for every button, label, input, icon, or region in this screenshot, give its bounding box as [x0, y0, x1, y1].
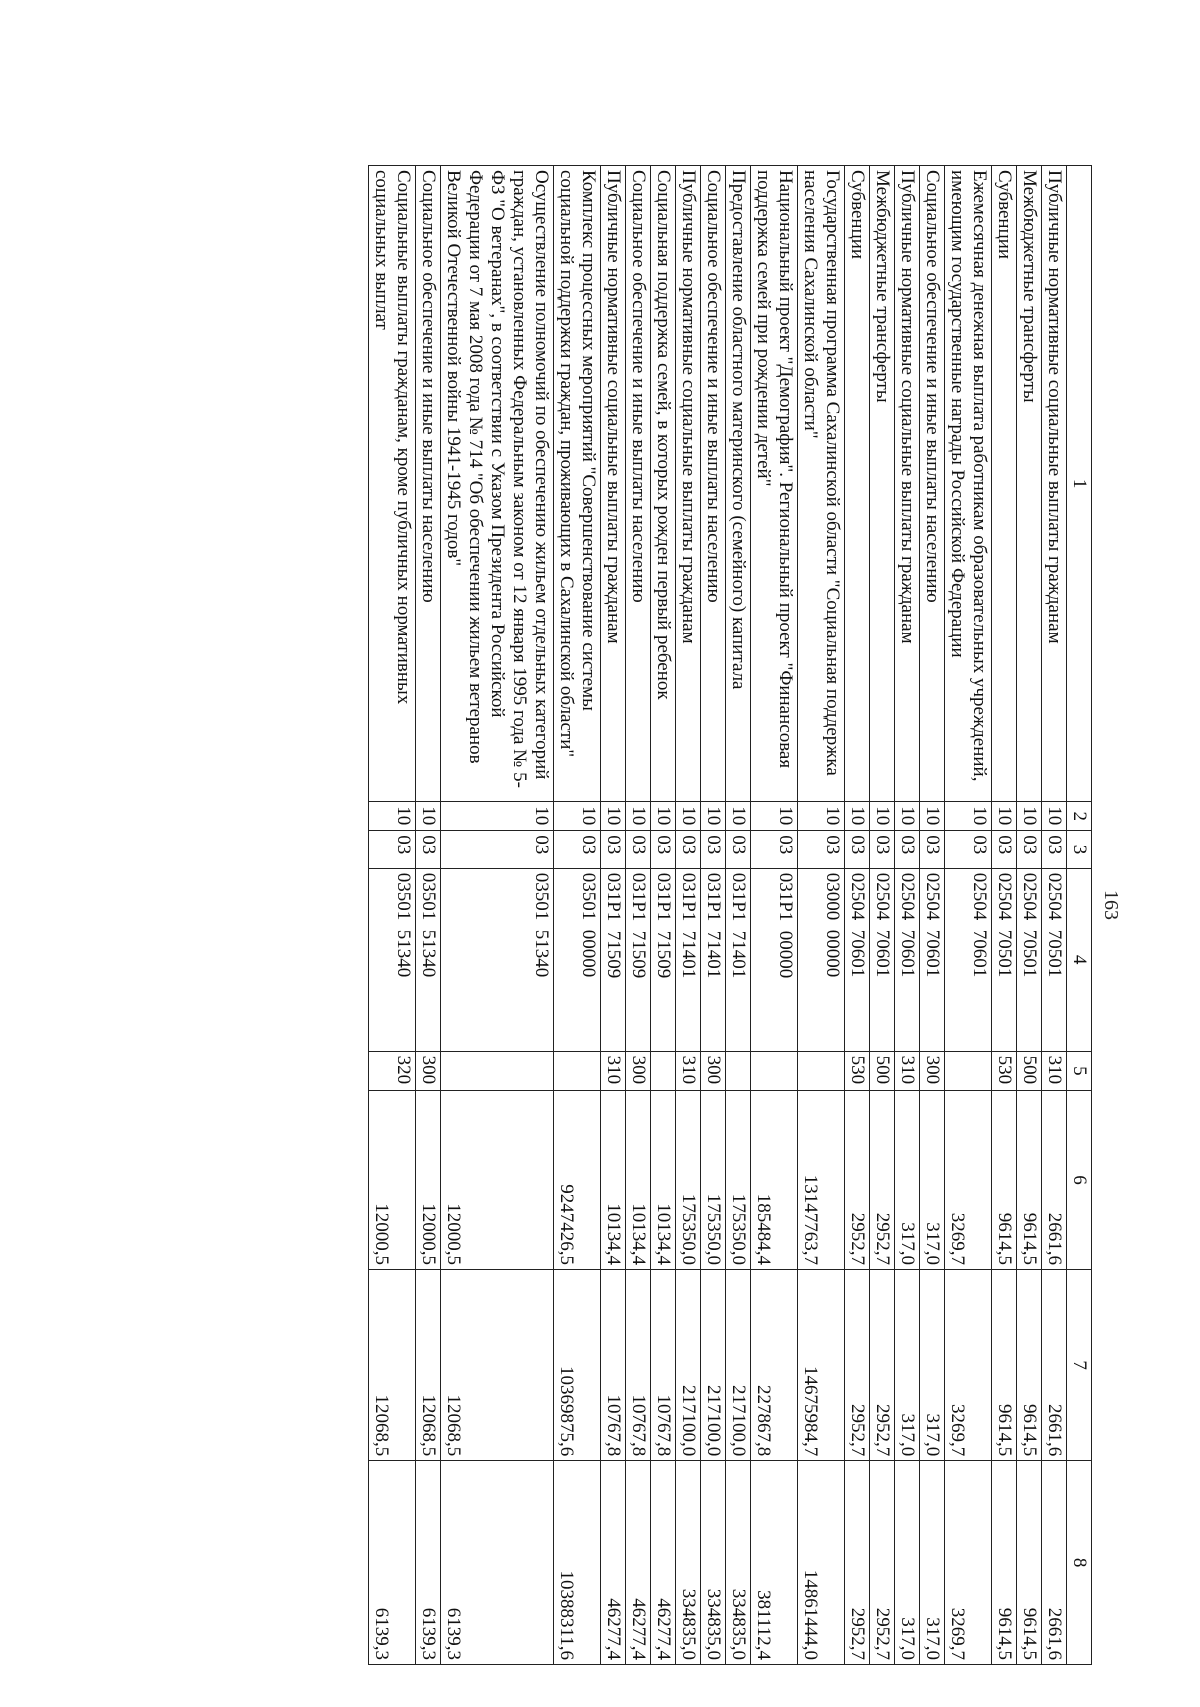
row-name-cell: Комплекс процессных мероприятий "Совершенствование системы социальной поддержки граждан, проживающих в Сахалинской области"	[554, 166, 601, 802]
target-article-cell: 02504 70601	[920, 868, 945, 1051]
row-name-cell: Социальные выплаты гражданам, кроме публичных нормативных социальных выплат	[369, 166, 416, 802]
target-article-cell: 02504 70501	[1042, 868, 1067, 1051]
expense-type-cell: 500	[1017, 1051, 1042, 1091]
table-row	[895, 166, 920, 1665]
amount-year3-cell: 334835,0	[676, 1461, 701, 1665]
subsection-code-cell: 03	[554, 831, 601, 868]
amount-year2-cell: 227867,8	[751, 1269, 798, 1460]
amount-year2-cell: 14675984,7	[798, 1269, 845, 1460]
amount-year1-cell: 10134,4	[626, 1091, 651, 1270]
amount-year3-cell: 317,0	[895, 1461, 920, 1665]
expense-type-cell	[726, 1051, 751, 1091]
amount-year2-cell: 2661,6	[1042, 1269, 1067, 1460]
expense-type-cell: 300	[920, 1051, 945, 1091]
section-code-cell: 10	[1042, 802, 1067, 831]
section-code-cell: 10	[651, 802, 676, 831]
amount-year2-cell: 2952,7	[845, 1269, 870, 1460]
amount-year1-cell: 175350,0	[701, 1091, 726, 1270]
target-article-cell: 02504 70601	[845, 868, 870, 1051]
amount-year2-cell: 10767,8	[626, 1269, 651, 1460]
table-row	[369, 166, 416, 1665]
subsection-code-cell: 03	[945, 831, 992, 868]
table-row	[676, 166, 701, 1665]
table-header-row	[1067, 166, 1092, 1665]
amount-year3-cell: 3269,7	[945, 1461, 992, 1665]
row-name-cell: Национальный проект "Демография". Региональный проект "Финансовая поддержка семей при рождении детей"	[751, 166, 798, 802]
subsection-code-cell: 03	[870, 831, 895, 868]
amount-year2-cell: 10369875,6	[554, 1269, 601, 1460]
table-row	[441, 166, 554, 1665]
row-name-cell: Публичные нормативные социальные выплаты гражданам	[676, 166, 701, 802]
table-row	[726, 166, 751, 1665]
row-name-cell: Публичные нормативные социальные выплаты гражданам	[895, 166, 920, 802]
target-article-cell: 02504 70601	[895, 868, 920, 1051]
row-name-cell: Социальное обеспечение и иные выплаты населению	[416, 166, 441, 802]
target-article-cell: 031P1 71509	[626, 868, 651, 1051]
row-name-cell: Межбюджетные трансферты	[1017, 166, 1042, 802]
table-row	[1042, 166, 1067, 1665]
target-article-cell: 03501 51340	[441, 868, 554, 1051]
expense-type-cell	[751, 1051, 798, 1091]
header-cell: 4	[1067, 868, 1092, 1051]
subsection-code-cell: 03	[626, 831, 651, 868]
table-row	[992, 166, 1017, 1665]
row-name-cell: Социальное обеспечение и иные выплаты населению	[701, 166, 726, 802]
amount-year1-cell: 13147763,7	[798, 1091, 845, 1270]
subsection-code-cell: 03	[895, 831, 920, 868]
amount-year3-cell: 14861444,0	[798, 1461, 845, 1665]
section-code-cell: 10	[870, 802, 895, 831]
amount-year1-cell: 9247426,5	[554, 1091, 601, 1270]
row-name-cell: Межбюджетные трансферты	[870, 166, 895, 802]
expense-type-cell: 310	[601, 1051, 626, 1091]
target-article-cell: 03000 00000	[798, 868, 845, 1051]
amount-year1-cell: 12000,5	[416, 1091, 441, 1270]
table-row	[701, 166, 726, 1665]
amount-year1-cell: 10134,4	[651, 1091, 676, 1270]
header-cell: 7	[1067, 1269, 1092, 1460]
section-code-cell: 10	[676, 802, 701, 831]
target-article-cell: 031P1 71401	[726, 868, 751, 1051]
expense-type-cell: 320	[369, 1051, 416, 1091]
amount-year1-cell: 9614,5	[1017, 1091, 1042, 1270]
row-name-cell: Публичные нормативные социальные выплаты гражданам	[601, 166, 626, 802]
amount-year2-cell: 10767,8	[601, 1269, 626, 1460]
row-name-cell: Осуществление полномочий по обеспечению жильем отдельных категорий граждан, установленных Федеральным законом от 12 января 1995 года № 5-ФЗ "О ветеранах", в соответствии с Указом Президента Российской Федерации от 7 мая 2008 года № 714 "Об обеспечении жильем ветеранов Великой Отечественной войны 1941-1945 годов"	[441, 166, 554, 802]
page-number: 163	[1100, 890, 1122, 920]
amount-year3-cell: 9614,5	[1017, 1461, 1042, 1665]
amount-year3-cell: 46277,4	[601, 1461, 626, 1665]
section-code-cell: 10	[726, 802, 751, 831]
expense-type-cell	[441, 1051, 554, 1091]
header-cell: 2	[1067, 802, 1092, 831]
amount-year1-cell: 3269,7	[945, 1091, 992, 1270]
amount-year2-cell: 10767,8	[651, 1269, 676, 1460]
expense-type-cell: 300	[701, 1051, 726, 1091]
amount-year1-cell: 175350,0	[726, 1091, 751, 1270]
section-code-cell: 10	[895, 802, 920, 831]
expense-type-cell	[554, 1051, 601, 1091]
expense-type-cell: 310	[1042, 1051, 1067, 1091]
amount-year3-cell: 46277,4	[626, 1461, 651, 1665]
table-row	[945, 166, 992, 1665]
subsection-code-cell: 03	[601, 831, 626, 868]
expense-type-cell	[945, 1051, 992, 1091]
amount-year1-cell: 2952,7	[870, 1091, 895, 1270]
table-row	[626, 166, 651, 1665]
section-code-cell: 10	[992, 802, 1017, 831]
table-row	[870, 166, 895, 1665]
amount-year1-cell: 12000,5	[369, 1091, 416, 1270]
subsection-code-cell: 03	[726, 831, 751, 868]
amount-year2-cell: 317,0	[895, 1269, 920, 1460]
section-code-cell: 10	[441, 802, 554, 831]
table-row	[601, 166, 626, 1665]
expense-type-cell	[651, 1051, 676, 1091]
amount-year2-cell: 217100,0	[701, 1269, 726, 1460]
amount-year1-cell: 2661,6	[1042, 1091, 1067, 1270]
target-article-cell: 031P1 71509	[651, 868, 676, 1051]
amount-year1-cell: 2952,7	[845, 1091, 870, 1270]
expense-type-cell: 310	[676, 1051, 701, 1091]
amount-year1-cell: 317,0	[920, 1091, 945, 1270]
section-code-cell: 10	[416, 802, 441, 831]
header-cell: 8	[1067, 1461, 1092, 1665]
table-row	[920, 166, 945, 1665]
subsection-code-cell: 03	[920, 831, 945, 868]
amount-year1-cell: 317,0	[895, 1091, 920, 1270]
amount-year3-cell: 2952,7	[845, 1461, 870, 1665]
subsection-code-cell: 03	[798, 831, 845, 868]
subsection-code-cell: 03	[751, 831, 798, 868]
header-cell: 1	[1067, 166, 1092, 802]
table-row	[751, 166, 798, 1665]
row-name-cell: Субвенции	[845, 166, 870, 802]
target-article-cell: 03501 51340	[416, 868, 441, 1051]
expense-type-cell: 300	[416, 1051, 441, 1091]
subsection-code-cell: 03	[369, 831, 416, 868]
subsection-code-cell: 03	[416, 831, 441, 868]
expense-type-cell: 500	[870, 1051, 895, 1091]
target-article-cell: 03501 51340	[369, 868, 416, 1051]
amount-year3-cell: 6139,3	[369, 1461, 416, 1665]
table-row	[1017, 166, 1042, 1665]
section-code-cell: 10	[601, 802, 626, 831]
amount-year2-cell: 217100,0	[676, 1269, 701, 1460]
amount-year2-cell: 9614,5	[992, 1269, 1017, 1460]
amount-year2-cell: 3269,7	[945, 1269, 992, 1460]
amount-year2-cell: 2952,7	[870, 1269, 895, 1460]
row-name-cell: Социальная поддержка семей, в которых рожден первый ребенок	[651, 166, 676, 802]
amount-year2-cell: 12068,5	[416, 1269, 441, 1460]
section-code-cell: 10	[845, 802, 870, 831]
amount-year1-cell: 185484,4	[751, 1091, 798, 1270]
amount-year1-cell: 175350,0	[676, 1091, 701, 1270]
amount-year3-cell: 2952,7	[870, 1461, 895, 1665]
amount-year2-cell: 217100,0	[726, 1269, 751, 1460]
section-code-cell: 10	[920, 802, 945, 831]
target-article-cell: 02504 70601	[870, 868, 895, 1051]
table-row	[416, 166, 441, 1665]
section-code-cell: 10	[798, 802, 845, 831]
header-cell: 5	[1067, 1051, 1092, 1091]
amount-year3-cell: 46277,4	[651, 1461, 676, 1665]
target-article-cell: 03501 00000	[554, 868, 601, 1051]
section-code-cell: 10	[1017, 802, 1042, 831]
target-article-cell: 02504 70601	[945, 868, 992, 1051]
target-article-cell: 031P1 71401	[676, 868, 701, 1051]
amount-year3-cell: 317,0	[920, 1461, 945, 1665]
section-code-cell: 10	[626, 802, 651, 831]
amount-year1-cell: 10134,4	[601, 1091, 626, 1270]
target-article-cell: 031P1 00000	[751, 868, 798, 1051]
subsection-code-cell: 03	[676, 831, 701, 868]
section-code-cell: 10	[369, 802, 416, 831]
amount-year3-cell: 334835,0	[726, 1461, 751, 1665]
row-name-cell: Предоставление областного материнского (семейного) капитала	[726, 166, 751, 802]
table-row	[798, 166, 845, 1665]
expense-type-cell: 310	[895, 1051, 920, 1091]
subsection-code-cell: 03	[1042, 831, 1067, 868]
target-article-cell: 02504 70501	[1017, 868, 1042, 1051]
amount-year1-cell: 12000,5	[441, 1091, 554, 1270]
target-article-cell: 031P1 71401	[701, 868, 726, 1051]
amount-year3-cell: 6139,3	[416, 1461, 441, 1665]
section-code-cell: 10	[945, 802, 992, 831]
amount-year2-cell: 12068,5	[369, 1269, 416, 1460]
table-row	[554, 166, 601, 1665]
subsection-code-cell: 03	[701, 831, 726, 868]
amount-year2-cell: 317,0	[920, 1269, 945, 1460]
amount-year3-cell: 2661,6	[1042, 1461, 1067, 1665]
section-code-cell: 10	[701, 802, 726, 831]
section-code-cell: 10	[751, 802, 798, 831]
subsection-code-cell: 03	[845, 831, 870, 868]
row-name-cell: Государственная программа Сахалинской области "Социальная поддержка населения Сахалинской области"	[798, 166, 845, 802]
target-article-cell: 02504 70501	[992, 868, 1017, 1051]
amount-year2-cell: 9614,5	[1017, 1269, 1042, 1460]
budget-table	[368, 165, 1092, 1665]
subsection-code-cell: 03	[651, 831, 676, 868]
amount-year3-cell: 381112,4	[751, 1461, 798, 1665]
table-row	[845, 166, 870, 1665]
header-cell: 3	[1067, 831, 1092, 868]
expense-type-cell: 530	[845, 1051, 870, 1091]
amount-year2-cell: 12068,5	[441, 1269, 554, 1460]
table-wrapper	[368, 165, 1092, 1665]
row-name-cell: Социальное обеспечение и иные выплаты населению	[626, 166, 651, 802]
subsection-code-cell: 03	[1017, 831, 1042, 868]
subsection-code-cell: 03	[441, 831, 554, 868]
row-name-cell: Субвенции	[992, 166, 1017, 802]
expense-type-cell: 530	[992, 1051, 1017, 1091]
table-row	[651, 166, 676, 1665]
subsection-code-cell: 03	[992, 831, 1017, 868]
expense-type-cell: 300	[626, 1051, 651, 1091]
amount-year3-cell: 9614,5	[992, 1461, 1017, 1665]
amount-year3-cell: 10388311,6	[554, 1461, 601, 1665]
row-name-cell: Ежемесячная денежная выплата работникам образовательных учреждений, имеющим государственные награды Российской Федерации	[945, 166, 992, 802]
header-cell: 6	[1067, 1091, 1092, 1270]
amount-year3-cell: 334835,0	[701, 1461, 726, 1665]
expense-type-cell	[798, 1051, 845, 1091]
amount-year1-cell: 9614,5	[992, 1091, 1017, 1270]
row-name-cell: Социальное обеспечение и иные выплаты населению	[920, 166, 945, 802]
section-code-cell: 10	[554, 802, 601, 831]
target-article-cell: 031P1 71509	[601, 868, 626, 1051]
row-name-cell: Публичные нормативные социальные выплаты гражданам	[1042, 166, 1067, 802]
amount-year3-cell: 6139,3	[441, 1461, 554, 1665]
